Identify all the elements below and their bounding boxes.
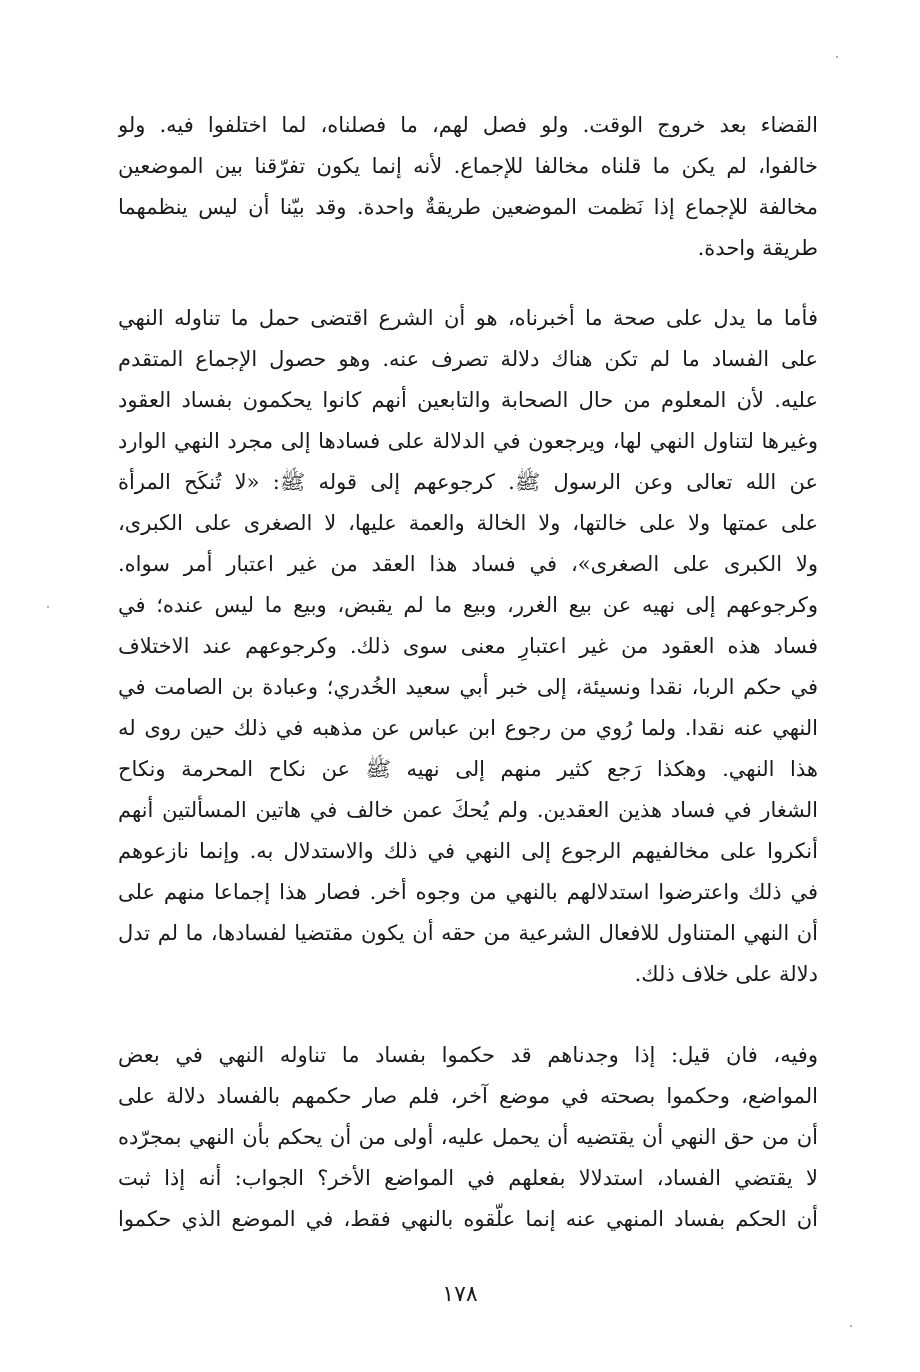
text-line: الشغار في فساد هذين العقدين. ولم يُحكَ عمن خالف في هاتين المسألتين أنهم xyxy=(118,798,818,822)
scan-speck xyxy=(47,606,49,608)
text-line: وفيه، فان قيل: إذا وجدناهم قد حكموا بفساد ما تناوله النهي في بعض xyxy=(118,1043,818,1067)
text-line: فأما ما يدل على صحة ما أخبرناه، هو أن الشرع اقتضى حمل ما تناوله النهي xyxy=(118,306,818,330)
page-number: ١٧٨ xyxy=(442,1282,478,1307)
text-line: على عمتها ولا على خالتها، ولا الخالة والعمة عليها، لا الصغرى على الكبرى، xyxy=(118,511,818,535)
text-line: أن الحكم بفساد المنهي عنه إنما علّقوه بالنهي فقط، في الموضع الذي حكموا xyxy=(118,1207,818,1231)
text-line: أنكروا على مخالفيهم الرجوع إلى النهي في ذلك والاستدلال به. وإنما نازعوهم xyxy=(118,839,818,863)
text-line: على الفساد ما لم تكن هناك دلالة تصرف عنه. وهو حصول الإجماع المتقدم xyxy=(118,347,818,371)
text-line: مخالفة للإجماع إذا نَظمت الموضعين طريقةٌ واحدة. وقد بيّنا أن ليس ينظمهما xyxy=(118,195,818,219)
paragraph-1 xyxy=(118,105,818,275)
text-line: دلالة على خلاف ذلك. xyxy=(634,962,818,986)
text-line: المواضع، وحكموا بصحته في موضع آخر، فلم صار حكمهم بالفساد دلالة على xyxy=(118,1084,818,1108)
paragraph-2 xyxy=(118,298,818,998)
text-line: فساد هذه العقود من غير اعتبارِ معنى سوى ذلك. وكرجوعهم عند الاختلاف xyxy=(118,634,818,658)
text-line: خالفوا، لم يكن ما قلناه مخالفا للإجماع. لأنه إنما يكون تفرّقنا بين الموضعين xyxy=(118,154,818,178)
paragraph-3 xyxy=(118,1035,818,1245)
scan-speck xyxy=(850,1325,852,1327)
text-line: أن من حق النهي أن يقتضيه أن يحمل عليه، أولى من أن يحكم بأن النهي بمجرّده xyxy=(118,1125,818,1149)
text-line: في ذلك واعترضوا استدلالهم بالنهي من وجوه أخر. فصار هذا إجماعا منهم على xyxy=(118,880,818,904)
text-line: لا يقتضي الفساد، استدلالا بفعلهم في المواضع الأخر؟ الجواب: أنه إذا ثبت xyxy=(118,1166,818,1190)
text-line: وكرجوعهم إلى نهيه عن بيع الغرر، وبيع ما لم يقبض، وبيع ما ليس عنده؛ في xyxy=(118,593,818,617)
text-line: القضاء بعد خروج الوقت. ولو فصل لهم، ما فصلناه، لما اختلفوا فيه. ولو xyxy=(118,113,818,137)
text-line: النهي عنه نقدا. ولما رُوي من رجوع ابن عباس عن مذهبه في ذلك حين روى له xyxy=(118,716,818,740)
text-line: عن الله تعالى وعن الرسول ﷺ. كرجوعهم إلى قوله ﷺ: «لا تُنكَح المرأة xyxy=(118,470,818,494)
text-line: ولا الكبرى على الصغرى»، في فساد هذا العقد من غير اعتبار أمر سواه. xyxy=(118,552,818,576)
text-line: هذا النهي. وهكذا رَجع كثير منهم إلى نهيه ﷺ عن نكاح المحرمة ونكاح xyxy=(118,757,818,781)
scan-speck xyxy=(836,56,838,58)
text-line: عليه. لأن المعلوم من حال الصحابة والتابعين أنهم كانوا يحكمون بفساد العقود xyxy=(118,388,818,412)
text-line: طريقة واحدة. xyxy=(697,236,818,260)
text-line: في حكم الربا، نقدا ونسيئة، إلى خبر أبي سعيد الخُدري؛ وعبادة بن الصامت في xyxy=(118,675,818,699)
text-line: أن النهي المتناول للافعال الشرعية من حقه أن يكون مقتضيا لفسادها، ما لم تدل xyxy=(118,921,818,945)
text-line: وغيرها لتناول النهي لها، ويرجعون في الدلالة على فسادها إلى مجرد النهي الوارد xyxy=(118,429,818,453)
